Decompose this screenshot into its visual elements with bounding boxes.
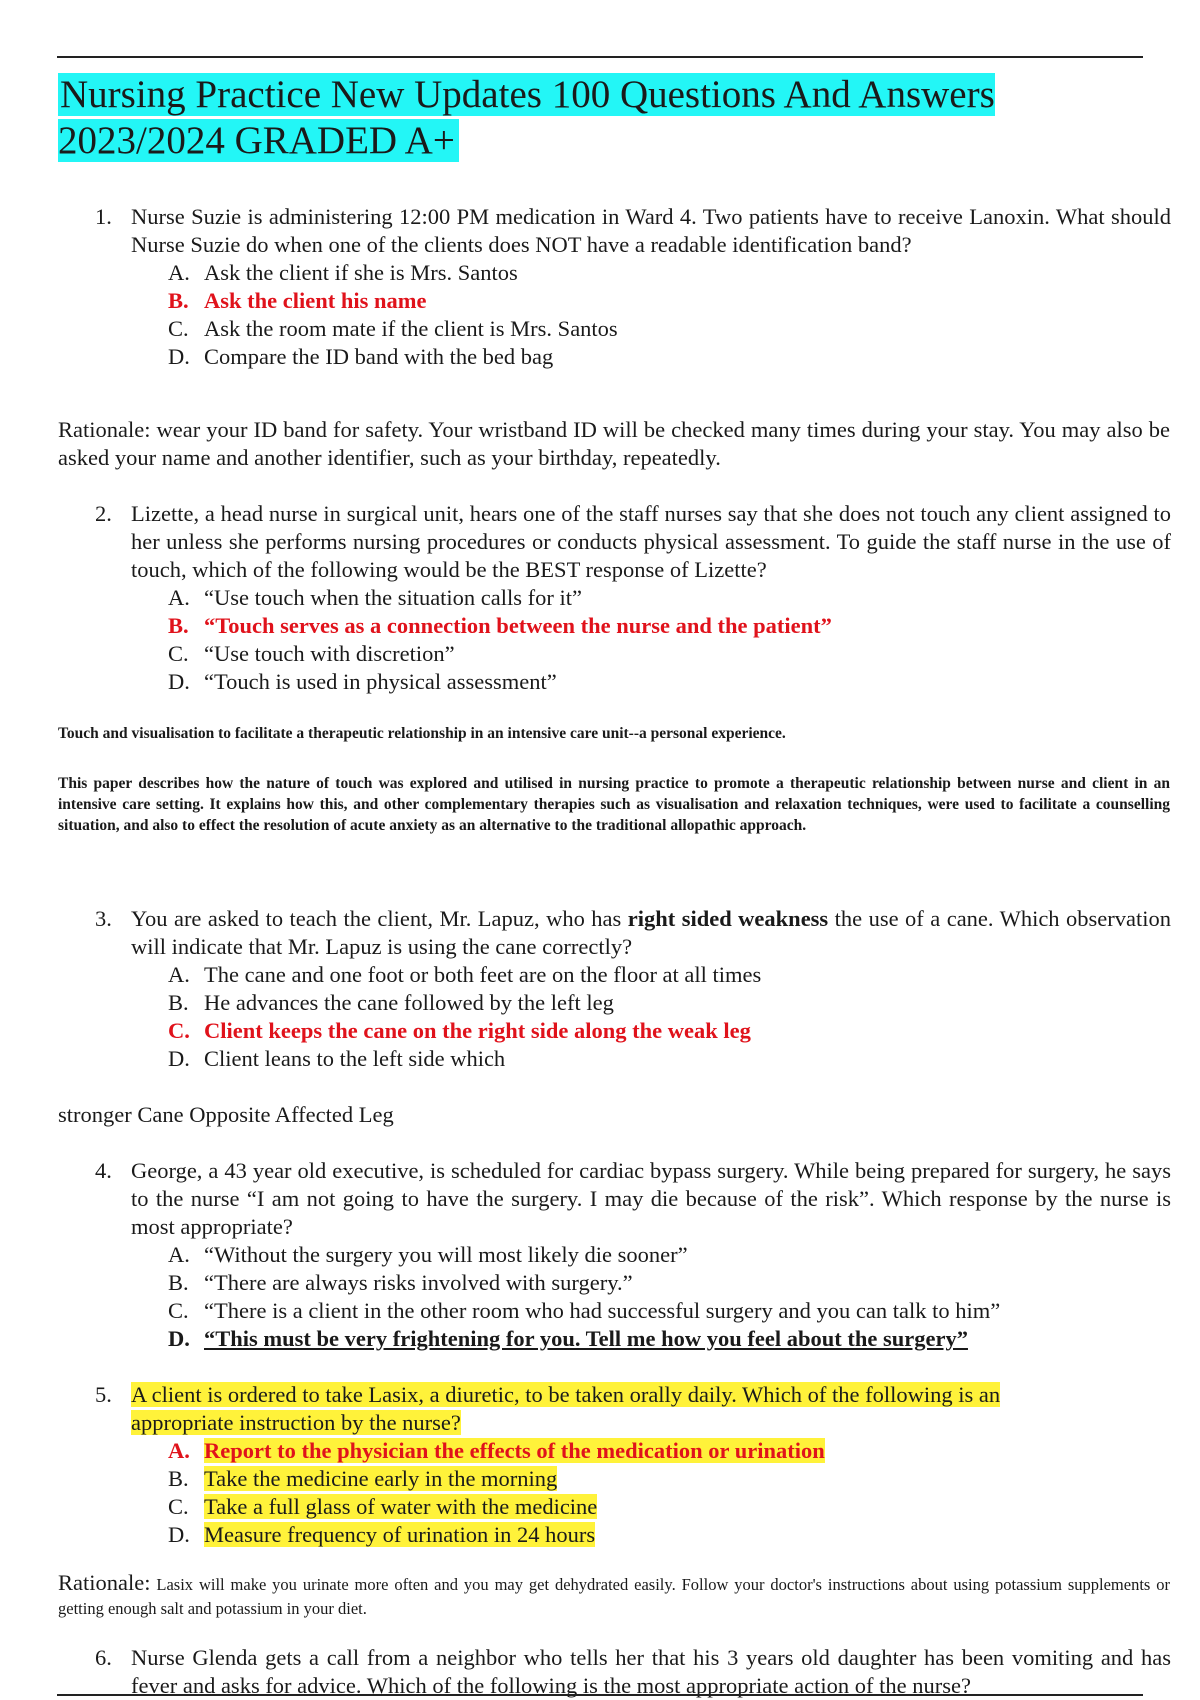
- options-list: [131, 961, 1171, 1073]
- question-2: [95, 500, 1171, 696]
- options-list: [131, 1437, 1171, 1549]
- question-text: Nurse Suzie is administering 12:00 PM medication in Ward 4. Two patients have to receive Lanoxin. What should Nurse Suzie do when one of the clients does NOT have a readable identification band?: [131, 204, 1171, 257]
- question-3: [95, 905, 1171, 1073]
- question-number: 5.: [95, 1382, 112, 1407]
- option-c: C. Ask the room mate if the client is Mrs. Santos: [168, 316, 618, 341]
- options-list: [131, 259, 1171, 371]
- question-text: You are asked to teach the client, Mr. Lapuz, who has right sided weakness the use of a cane. Which observation will indicate that Mr. Lapuz is using the cane correctly?: [131, 906, 1171, 959]
- bottom-rule: [57, 1694, 1143, 1696]
- rationale-text: Lasix will make you urinate more often and you may get dehydrated easily. Follow your doctor's instructions about using potassium supplements or getting enough salt and potassium in your diet.: [58, 1575, 1170, 1618]
- option-b: B. Take the medicine early in the morning: [168, 1466, 558, 1491]
- option-a: A. “Without the surgery you will most likely die sooner”: [168, 1242, 688, 1267]
- option-c: C. “There is a client in the other room who had successful surgery and you can talk to him”: [168, 1298, 1001, 1323]
- touch-article-heading: Touch and visualisation to facilitate a therapeutic relationship in an intensive care unit--a personal experience.: [58, 725, 786, 742]
- option-a: A. Ask the client if she is Mrs. Santos: [168, 260, 518, 285]
- options-list: [131, 1241, 1171, 1353]
- question-text: Nurse Glenda gets a call from a neighbor who tells her that his 3 years old daughter has been vomiting and has fever and asks for advice. Which of the following is the most appropriate action of the nurse?: [131, 1645, 1171, 1698]
- option-b: B. “There are always risks involved with surgery.”: [168, 1270, 633, 1295]
- emphasis-text: right sided weakness: [627, 906, 829, 931]
- option-d: D. Client leans to the left side which: [168, 1046, 506, 1071]
- question-text: Lizette, a head nurse in surgical unit, hears one of the staff nurses say that she does not touch any client assigned to her unless she performs nursing procedures or conducts physical assessment. To guide the staff nurse in the use of touch, which of the following would be the BEST response of Lizette?: [131, 501, 1171, 582]
- question-6: [95, 1644, 1171, 1700]
- option-d: D. Measure frequency of urination in 24 hours: [168, 1522, 596, 1547]
- question-number: 2.: [95, 501, 112, 526]
- cane-note: stronger Cane Opposite Affected Leg: [58, 1102, 394, 1127]
- option-b: B. He advances the cane followed by the left leg: [168, 990, 614, 1015]
- touch-article-abstract: This paper describes how the nature of touch was explored and utilised in nursing practice to promote a therapeutic relationship between nurse and client in an intensive care setting. It explains how this, and other complementary therapies such as visualisation and relaxation techniques, were used to facilitate a counselling situation, and also to effect the resolution of acute anxiety as an alternative to the traditional allopathic approach.: [58, 775, 1170, 834]
- option-a: A. The cane and one foot or both feet are on the floor at all times: [168, 962, 762, 987]
- question-number: 4.: [95, 1158, 112, 1183]
- top-rule: [57, 56, 1143, 58]
- option-b-correct: B. “Touch serves as a connection between the nurse and the patient”: [168, 613, 832, 638]
- question-number: 3.: [95, 906, 112, 931]
- option-d: D. “Touch is used in physical assessment”: [168, 669, 557, 694]
- option-a-correct: A. Report to the physician the effects of the medication or urination: [168, 1438, 825, 1463]
- rationale-label: Rationale:: [58, 1570, 151, 1595]
- question-text: A client is ordered to take Lasix, a diuretic, to be taken orally daily. Which of the following is an appropriate instruction by the nurse?: [131, 1382, 1001, 1435]
- question-number: 6.: [95, 1645, 112, 1670]
- option-c: C. Take a full glass of water with the medicine: [168, 1494, 598, 1519]
- option-b-correct: B. Ask the client his name: [168, 288, 427, 313]
- options-list: [131, 584, 1171, 696]
- rationale-5: [58, 1572, 1170, 1620]
- option-d: D. Compare the ID band with the bed bag: [168, 344, 554, 369]
- question-4: [95, 1157, 1171, 1353]
- document-title: Nursing Practice New Updates 100 Questions And Answers 2023/2024 GRADED A+: [58, 73, 995, 162]
- rationale-1: Rationale: wear your ID band for safety. Your wristband ID will be checked many times during your stay. You may also be asked your name and another identifier, such as your birthday, repeatedly.: [58, 417, 1170, 470]
- question-number: 1.: [95, 204, 112, 229]
- question-text: George, a 43 year old executive, is scheduled for cardiac bypass surgery. While being prepared for surgery, he says to the nurse “I am not going to have the surgery. I may die because of the risk”. Which response by the nurse is most appropriate?: [131, 1158, 1171, 1239]
- question-1: [95, 203, 1171, 371]
- option-a: A. “Use touch when the situation calls for it”: [168, 585, 583, 610]
- option-c: C. “Use touch with discretion”: [168, 641, 455, 666]
- option-d-correct: D. “This must be very frightening for you. Tell me how you feel about the surgery”: [168, 1326, 968, 1351]
- question-5: [95, 1381, 1171, 1549]
- option-c-correct: C. Client keeps the cane on the right side along the weak leg: [168, 1018, 751, 1043]
